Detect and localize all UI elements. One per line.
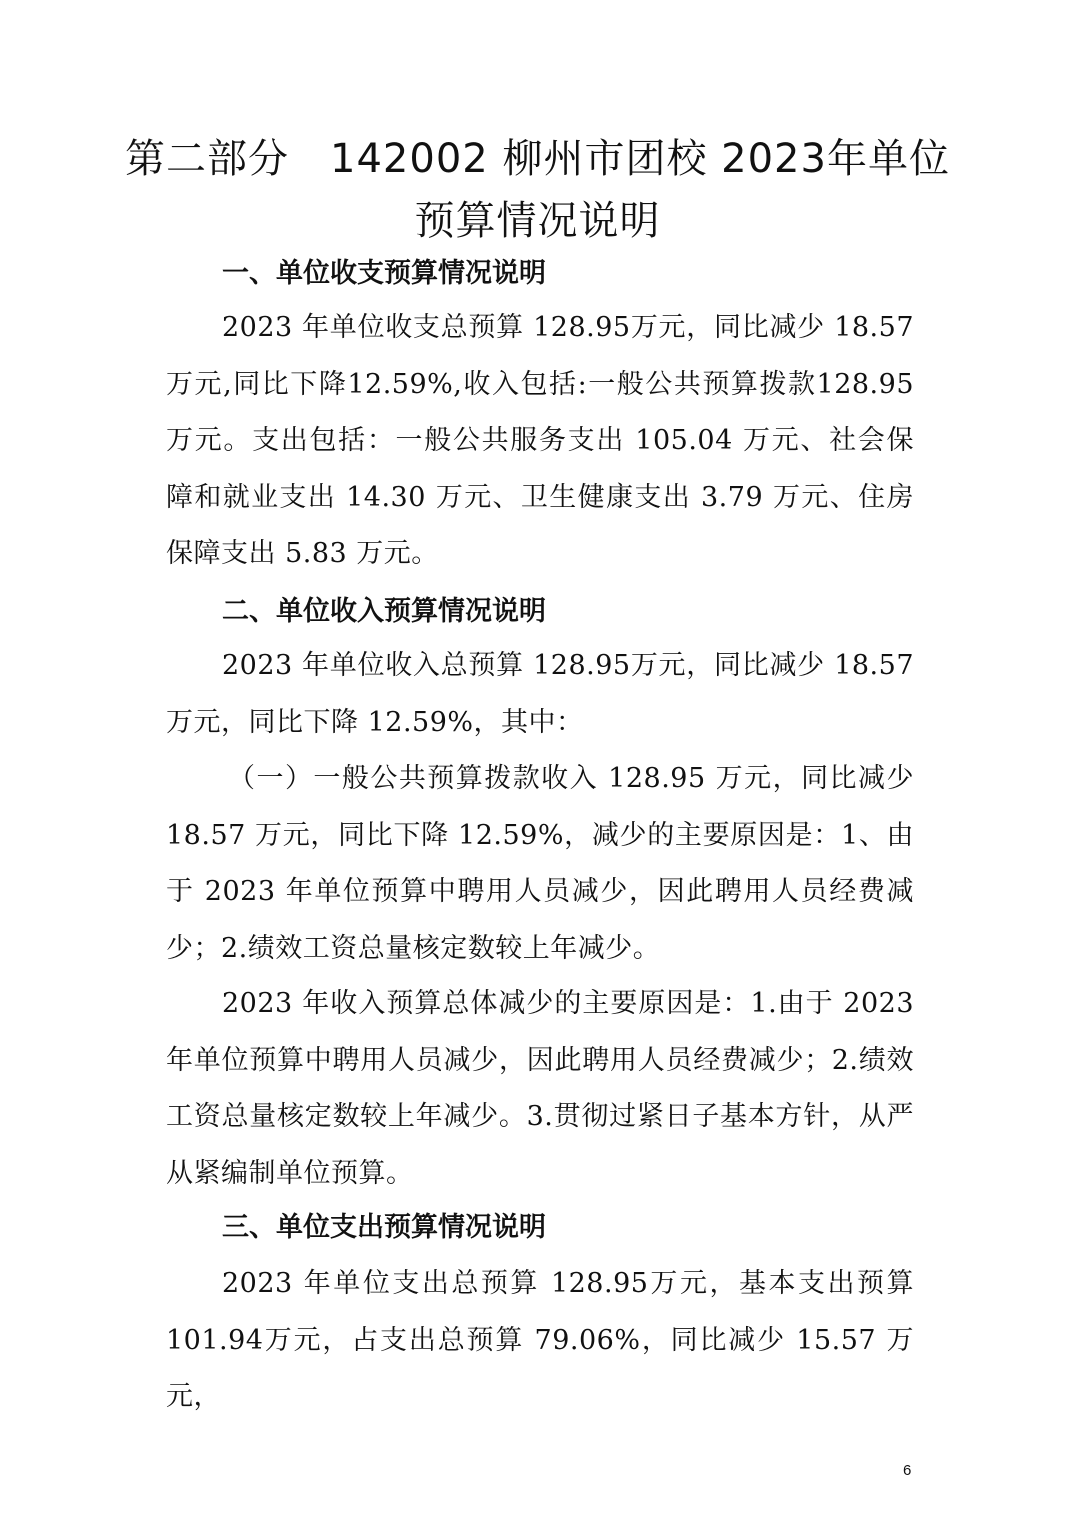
section-2-paragraph-1: 2023 年单位收入总预算 128.95万元，同比减少 18.57万元，同比下降 12.59%，其中： (166, 650, 914, 738)
page-number: 6 (903, 1462, 912, 1479)
section-2-heading: 二、单位收入预算情况说明 (222, 596, 546, 627)
section-3-paragraph-1: 2023 年单位支出总预算 128.95万元，基本支出预算101.94万元，占支出总预算 79.06%，同比减少 15.57 万元， (166, 1268, 914, 1412)
section-1-paragraph-1: 2023 年单位收支总预算 128.95万元，同比减少 18.57万元,同比下降12.59%,收入包括:一般公共预算拨款128.95万元。支出包括：一般公共服务支出 105.04 万元、社会保障和就业支出 14.30 万元、卫生健康支出 3.79 万元、住房保障支出 5.83 万元。 (166, 312, 914, 569)
document-title: 第二部分 142002 柳州市团校 2023年单位预算情况说明 (125, 136, 950, 244)
section-2-paragraph-2: （一）一般公共预算拨款收入 128.95 万元，同比减少 18.57 万元，同比下降 12.59%，减少的主要原因是：1、由于 2023 年单位预算中聘用人员减少，因此聘用人员经费减少；2.绩效工资总量核定数较上年减少。 (166, 763, 914, 964)
section-2-paragraph-3: 2023 年收入预算总体减少的主要原因是：1.由于 2023 年单位预算中聘用人员减少，因此聘用人员经费减少；2.绩效工资总量核定数较上年减少。3.贯彻过紧日子基本方针，从严从紧编制单位预算。 (166, 988, 914, 1189)
section-3-heading: 三、单位支出预算情况说明 (222, 1212, 546, 1243)
section-1-heading: 一、单位收支预算情况说明 (222, 258, 546, 289)
